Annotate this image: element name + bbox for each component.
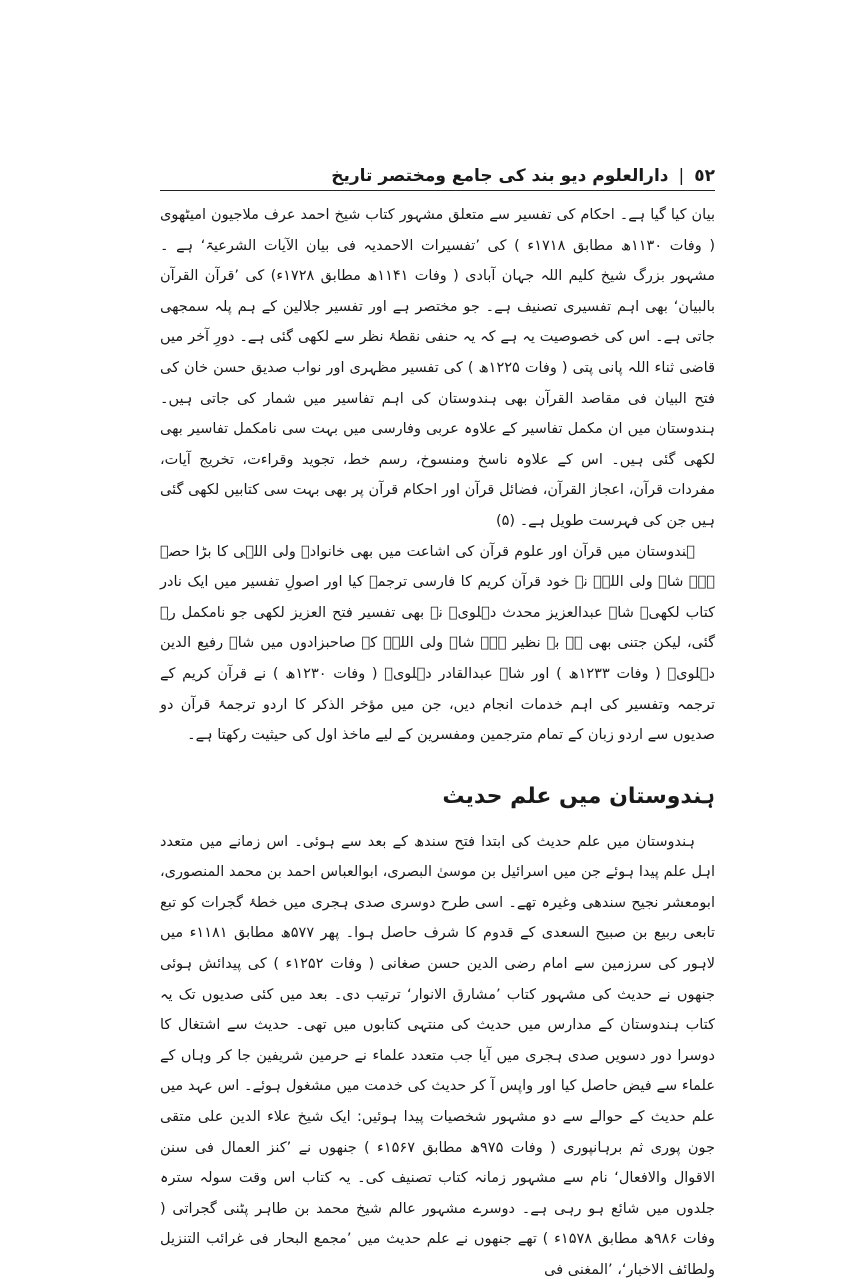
book-title: دارالعلوم دیو بند کی جامع ومختصر تاریخ — [331, 166, 669, 186]
header-separator: | — [678, 166, 685, 186]
section-heading: ہندوستان میں علم حدیث — [442, 783, 715, 809]
paragraph-hadith: ہندوستان میں علم حدیث کی ابتدا فتح سندھ کے بعد سے ہوئی۔ اس زمانے میں متعدد اہل علم پیدا ہوئے جن میں اسرائیل بن موسیٰ البصری، ابوالعباس احمد بن محمد المنصوری، ابومعشر نجیح سندھی وغیرہ تھے۔ اسی طرح دوسری صدی ہجری میں خطۂ گجرات کو تبع تابعی ربیع بن صبیح السعدی کے قدوم کا شرف حاصل ہوا۔ پھر ۵۷۷ھ مطابق ۱۱۸۱ء میں لاہور کی سرزمین سے امام رضی الدین حسن صغانی ( وفات ۱۲۵۲ء ) کی پیدائش ہوئی جنھوں نے حدیث کی مشہور کتاب ’مشارق الانوار‘ ترتیب دی۔ بعد میں کئی صدیوں تک یہ کتاب ہندوستان کے مدارس میں حدیث کی منتہی کتابوں میں تھی۔ حدیث سے اشتغال کا دوسرا دور دسویں صدی ہجری میں آیا جب متعدد علماء نے حرمین شریفین جا کر وہاں کے علماء سے فیض حاصل کیا اور واپس آ کر حدیث کی خدمت میں مشغول ہوئے۔ اس عہد میں علم حدیث کے حوالے سے دو مشہور شخصیات پیدا ہوئیں: ایک شیخ علاء الدین علی متقی جون پوری ثم برہانپوری ( وفات ۹۷۵ھ مطابق ۱۵۶۷ء ) جنھوں نے ’کنز العمال فی سنن الاقوال والافعال‘ نام سے مشہور زمانہ کتاب تصنیف کی۔ یہ کتاب اس وقت سولہ سترہ جلدوں میں شائع ہو رہی ہے۔ دوسرے مشہور عالم شیخ محمد بن طاہر پٹنی گجراتی ( وفات ۹۸۶ھ مطابق ۱۵۷۸ء ) تھے جنھوں نے علم حدیث میں ’مجمع البحار فی غرائب التنزیل ولطائف الاخبار‘، ’المغنی فی — [160, 833, 715, 1278]
page-number: ٥٢ — [694, 166, 715, 186]
running-header — [160, 150, 715, 186]
paragraph-waliullahi: ہندوستان میں قرآن اور علوم قرآن کی اشاعت میں بھی خانوادۂ ولی اللہی کا بڑا حصہ ہے۔ شاہ ولی اللہؒ نے خود قرآن کریم کا فارسی ترجمہ کیا اور اصولِ تفسیر میں ایک نادر کتاب لکھی۔ شاہ عبدالعزیز محدث دہلویؒ نے بھی تفسیر فتح العزیز لکھی جو نامکمل رہ گئی، لیکن جتنی بھی ہے بے نظیر ہے۔ شاہ ولی اللہؒ کے صاحبزادوں میں شاہ رفیع الدین دہلویؒ ( وفات ۱۲۳۳ھ ) اور شاہ عبدالقادر دہلویؒ ( وفات ۱۲۳۰ھ ) نے قرآن کریم کے ترجمہ وتفسیر کی اہم خدمات انجام دیں، جن میں مؤخر الذکر کا اردو ترجمۂ قرآن دو صدیوں سے اردو زبان کے تمام مترجمین ومفسرین کے لیے ماخذ اول کی حیثیت رکھتا ہے۔ — [160, 543, 715, 744]
paragraph-tafsir: بیان کیا گیا ہے۔ احکام کی تفسیر سے متعلق مشہور کتاب شیخ احمد عرف ملاجیون امیٹھوی ( وفات ۱۱۳۰ھ مطابق ۱۷۱۸ء ) کی ’تفسیرات الاحمدیہ فی بیان الآیات الشرعیۃ‘ ہے ۔مشہور بزرگ شیخ کلیم اللہ جہان آبادی ( وفات ۱۱۴۱ھ مطابق ۱۷۲۸ء) کی ’قرآن القرآن بالبیان‘ بھی اہم تفسیری تصنیف ہے۔ جو مختصر ہے اور تفسیر جلالین کے ہم پلہ سمجھی جاتی ہے۔ اس کی خصوصیت یہ ہے کہ یہ حنفی نقطۂ نظر سے لکھی گئی ہے۔ دورِ آخر میں قاضی ثناء اللہ پانی پتی ( وفات ۱۲۲۵ھ ) کی تفسیر مظہری اور نواب صدیق حسن خان کی فتح البیان فی مقاصد القرآن بھی ہندوستان کی اہم تفاسیر میں شمار کی جاتی ہیں۔ ہندوستان میں ان مکمل تفاسیر کے علاوہ عربی وفارسی میں بہت سی نامکمل تفاسیر بھی لکھی گئی ہیں۔ اس کے علاوہ ناسخ ومنسوخ، رسم خط، تجوید وقراءت، تخریج آیات، مفردات قرآن، اعجاز القرآن، فضائل قرآن اور احکام قرآن پر بھی بہت سی کتابیں لکھی گئی ہیں جن کی فہرست طویل ہے۔ (۵) — [160, 207, 715, 529]
header-rule — [160, 190, 715, 191]
page-body — [160, 200, 715, 1286]
